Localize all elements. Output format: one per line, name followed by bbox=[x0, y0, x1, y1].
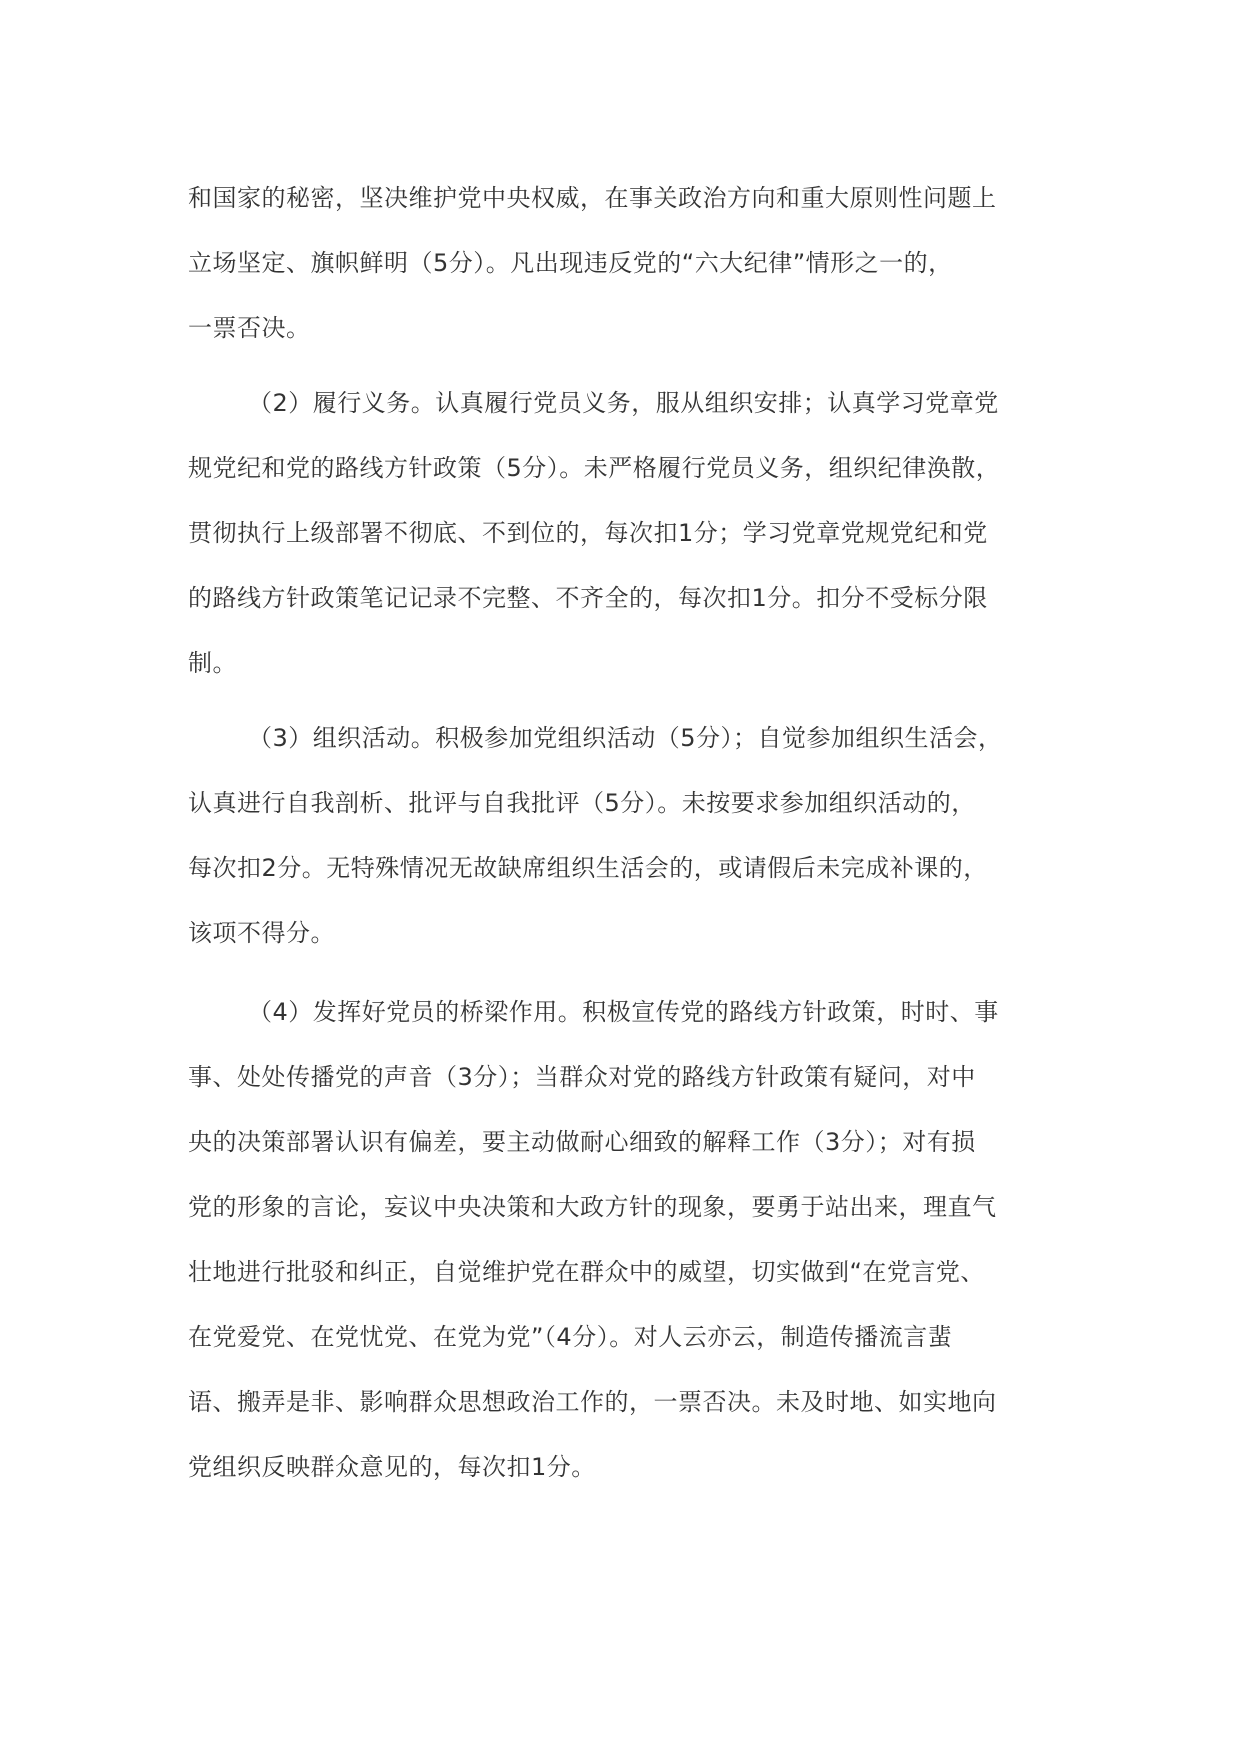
text-line: 在党爱党、在党忧党、在党为党”（4分）。对人云亦云，制造传播流言蜚 bbox=[188, 1323, 953, 1351]
text-line: 语、搬弄是非、影响群众思想政治工作的，一票否决。未及时地、如实地向 bbox=[188, 1388, 997, 1416]
text-line: （2）履行义务。认真履行党员义务，服从组织安排；认真学习党章党 bbox=[248, 389, 999, 417]
text-line: 该项不得分。 bbox=[188, 919, 335, 947]
paragraph-confidentiality bbox=[188, 166, 1058, 361]
text-line: （4）发挥好党员的桥梁作用。积极宣传党的路线方针政策，时时、事 bbox=[248, 998, 999, 1026]
text-line: 党组织反映群众意见的，每次扣1分。 bbox=[188, 1453, 596, 1481]
paragraph-fulfill-obligations bbox=[188, 371, 1058, 696]
text-line: 央的决策部署认识有偏差，要主动做耐心细致的解释工作（3分）；对有损 bbox=[188, 1128, 976, 1156]
text-line: 壮地进行批驳和纠正，自觉维护党在群众中的威望，切实做到“在党言党、 bbox=[188, 1258, 985, 1286]
text-line: 的路线方针政策笔记记录不完整、不齐全的，每次扣1分。扣分不受标分限 bbox=[188, 584, 988, 612]
text-line: 一票否决。 bbox=[188, 314, 311, 342]
paragraph-bridge-role bbox=[188, 980, 1058, 1500]
text-line: （3）组织活动。积极参加党组织活动（5分）；自觉参加组织生活会， bbox=[248, 724, 1003, 752]
text-line: 认真进行自我剖析、批评与自我批评（5分）。未按要求参加组织活动的， bbox=[188, 789, 976, 817]
text-line: 规党纪和党的路线方针政策（5分）。未严格履行党员义务，组织纪律涣散， bbox=[188, 454, 1001, 482]
text-line: 每次扣2分。无特殊情况无故缺席组织生活会的，或请假后未完成补课的， bbox=[188, 854, 988, 882]
text-line: 和国家的秘密，坚决维护党中央权威，在事关政治方向和重大原则性问题上 bbox=[188, 184, 997, 212]
paragraph-organization-activities bbox=[188, 706, 1058, 966]
text-line: 制。 bbox=[188, 649, 237, 677]
text-line: 事、处处传播党的声音（3分）；当群众对党的路线方针政策有疑问，对中 bbox=[188, 1063, 976, 1091]
text-line: 立场坚定、旗帜鲜明（5分）。凡出现违反党的“六大纪律”情形之一的， bbox=[188, 249, 953, 277]
text-line: 党的形象的言论，妄议中央决策和大政方针的现象，要勇于站出来，理直气 bbox=[188, 1193, 997, 1221]
text-line: 贯彻执行上级部署不彻底、不到位的，每次扣1分；学习党章党规党纪和党 bbox=[188, 519, 988, 547]
